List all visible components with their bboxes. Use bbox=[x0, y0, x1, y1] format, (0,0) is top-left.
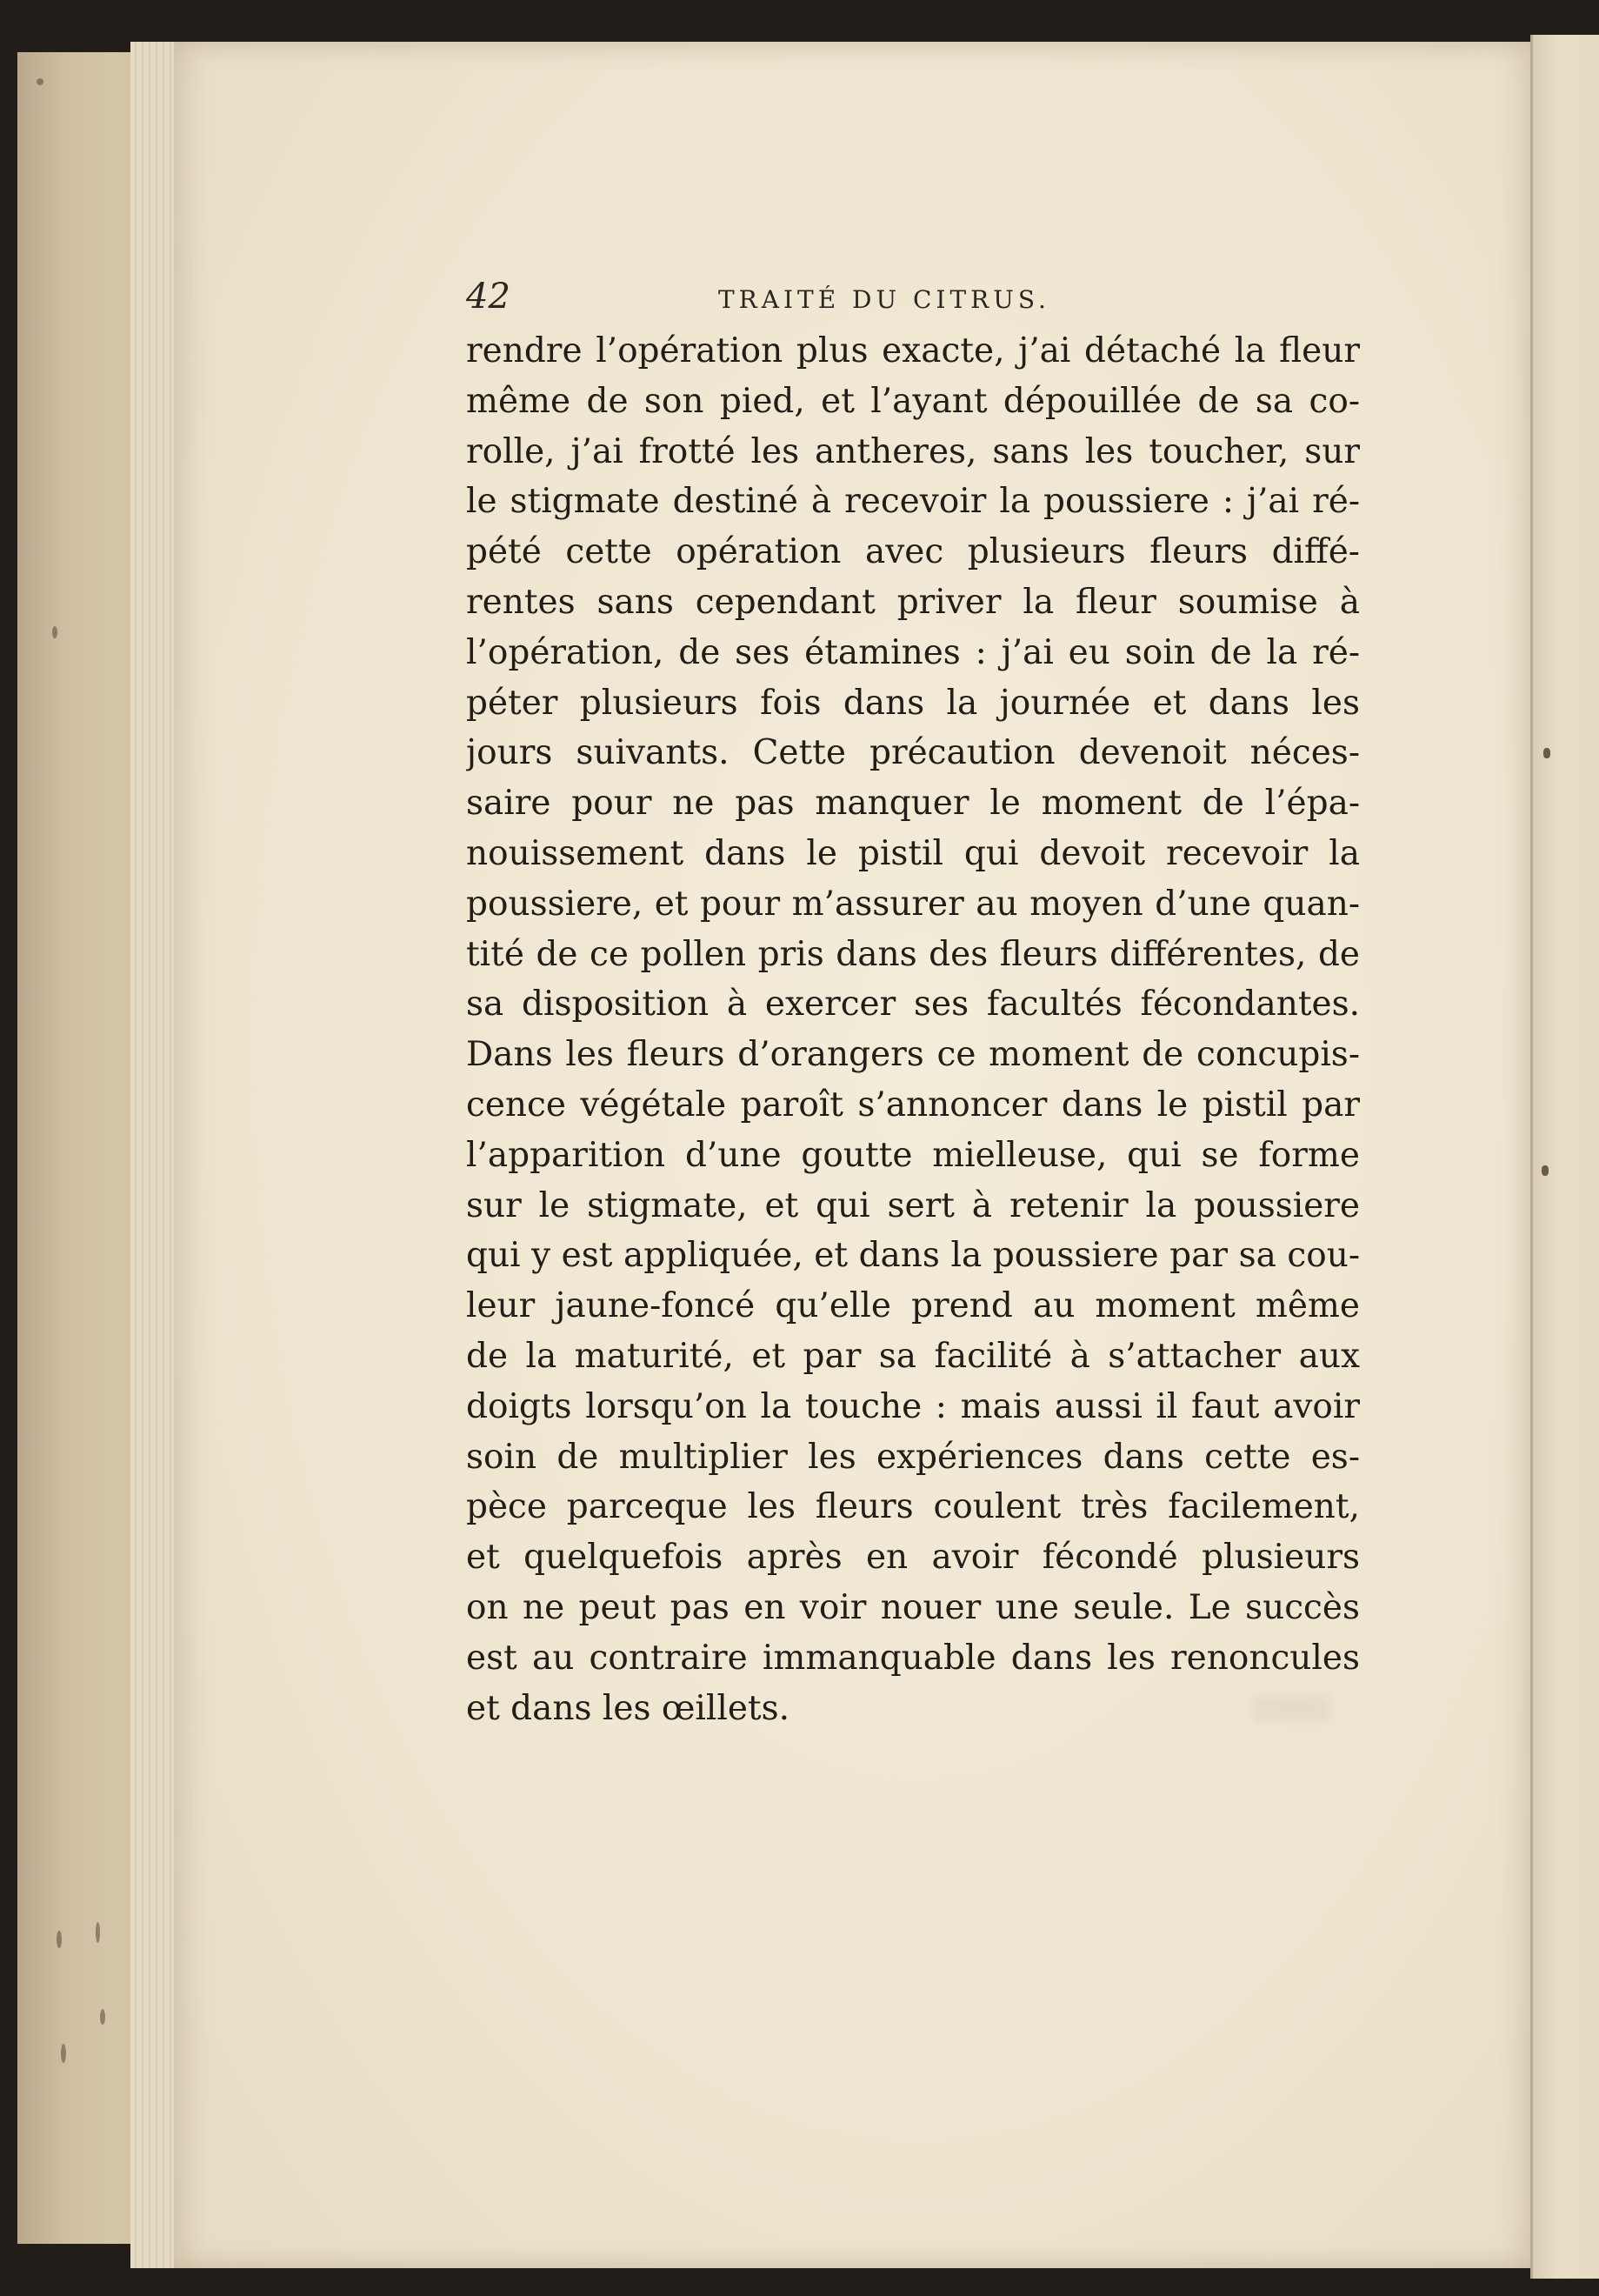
text-line: rentes sans cependant priver la fleur soumise à bbox=[466, 582, 1360, 622]
text-line: cence végétale paroît s’annoncer dans le pistil par bbox=[466, 1085, 1360, 1125]
stain-spot bbox=[96, 1922, 100, 1943]
stain-spot bbox=[37, 78, 43, 85]
text-line: rendre l’opération plus exacte, j’ai détaché la fleur bbox=[466, 331, 1360, 370]
margin-mark bbox=[1542, 1165, 1549, 1176]
text-line: péter plusieurs fois dans la journée et dans les bbox=[466, 683, 1360, 723]
margin-mark bbox=[1543, 748, 1550, 758]
page-number: 42 bbox=[466, 277, 510, 317]
text-line: doigts lorsqu’on la touche : mais aussi il faut avoir bbox=[466, 1386, 1360, 1426]
text-line: est au contraire immanquable dans les renoncules bbox=[466, 1638, 1360, 1678]
text-line: et quelquefois après en avoir fécondé plusieurs bbox=[466, 1538, 1360, 1578]
stain-spot bbox=[100, 2009, 105, 2025]
text-line: on ne peut pas en voir nouer une seule. Le succès bbox=[466, 1587, 1360, 1627]
text-line: sur le stigmate, et qui sert à retenir la poussiere bbox=[466, 1185, 1360, 1225]
text-line: qui y est appliquée, et dans la poussiere par sa cou- bbox=[466, 1236, 1360, 1276]
text-line: saire pour ne pas manquer le moment de l’épa- bbox=[466, 784, 1360, 824]
text-line: rolle, j’ai frotté les antheres, sans les toucher, sur bbox=[466, 431, 1360, 471]
text-line: de la maturité, et par sa facilité à s’attacher aux bbox=[466, 1336, 1360, 1376]
text-line: tité de ce pollen pris dans des fleurs différentes, de bbox=[466, 934, 1360, 974]
text-line: l’opération, de ses étamines : j’ai eu soin de la ré- bbox=[466, 632, 1360, 672]
text-line: pété cette opération avec plusieurs fleurs diffé- bbox=[466, 532, 1360, 572]
text-line: et dans les œillets. bbox=[466, 1688, 790, 1728]
text-line: l’apparition d’une goutte mielleuse, qui se forme bbox=[466, 1135, 1360, 1175]
text-line: sa disposition à exercer ses facultés fécondantes. bbox=[466, 984, 1360, 1025]
stain-spot bbox=[57, 1931, 62, 1948]
text-line: leur jaune-foncé qu’elle prend au moment même bbox=[466, 1286, 1360, 1326]
facing-page-edge bbox=[1530, 35, 1599, 2279]
text-line: soin de multiplier les expériences dans cette es- bbox=[466, 1437, 1360, 1477]
text-line: le stigmate destiné à recevoir la poussiere : j’ai ré- bbox=[466, 482, 1360, 522]
stain-spot bbox=[61, 2044, 66, 2063]
running-title: TRAITÉ DU CITRUS. bbox=[718, 285, 1050, 314]
running-head bbox=[466, 277, 1370, 320]
body-text bbox=[466, 326, 1360, 1733]
text-line: jours suivants. Cette précaution devenoit néces- bbox=[466, 733, 1360, 773]
text-line: même de son pied, et l’ayant dépouillée de sa co- bbox=[466, 381, 1360, 421]
text-line: Dans les fleurs d’orangers ce moment de concupis- bbox=[466, 1035, 1360, 1075]
text-line: pèce parceque les fleurs coulent très facilement, bbox=[466, 1487, 1360, 1527]
text-line: nouissement dans le pistil qui devoit recevoir la bbox=[466, 833, 1360, 873]
text-line: poussiere, et pour m’assurer au moyen d’une quan- bbox=[466, 884, 1360, 924]
stain-spot bbox=[52, 626, 57, 638]
